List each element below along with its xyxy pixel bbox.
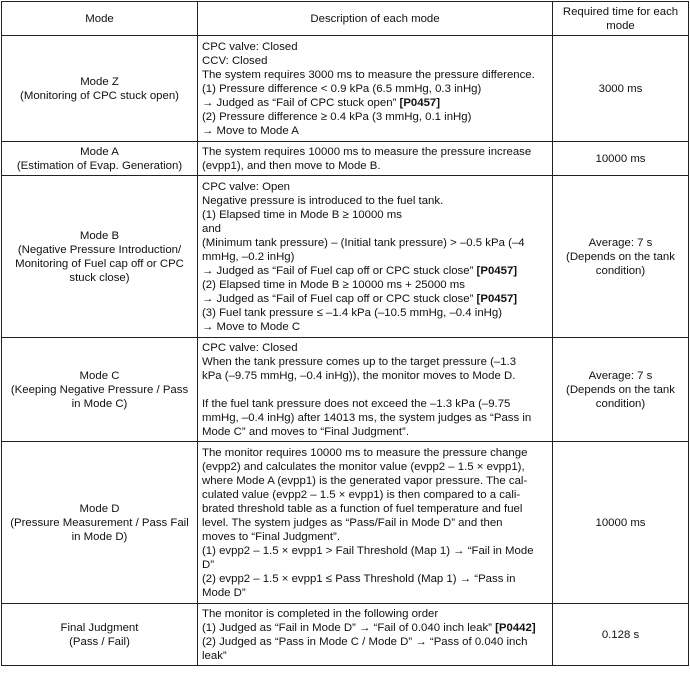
description-line: → Judged as “Fail of Fuel cap off or CPC stuck close” [P0457] bbox=[202, 264, 518, 277]
table-row bbox=[2, 142, 689, 176]
required-time: 3000 ms bbox=[598, 82, 643, 95]
table-row bbox=[2, 176, 689, 338]
description-line: Mode C” and moves to “Final Judgment”. bbox=[202, 425, 410, 438]
mode-cell bbox=[2, 604, 198, 666]
header-description: Description of each mode bbox=[198, 2, 553, 36]
description-cell bbox=[198, 442, 553, 604]
required-time: 0.128 s bbox=[601, 628, 640, 641]
table-row bbox=[2, 604, 689, 666]
description-line: → Judged as “Fail of Fuel cap off or CPC stuck close” [P0457] bbox=[202, 292, 518, 305]
mode-cell bbox=[2, 36, 198, 142]
dtc-code: [P0442] bbox=[495, 621, 536, 634]
mode-name: Final Judgment bbox=[60, 621, 139, 634]
description-cell bbox=[198, 36, 553, 142]
description-line: The system requires 10000 ms to measure the pressure increase bbox=[202, 145, 532, 158]
description-cell bbox=[198, 176, 553, 338]
time-cell bbox=[553, 142, 689, 176]
paragraph-gap bbox=[202, 383, 548, 397]
table-row bbox=[2, 338, 689, 442]
required-time: 10000 ms bbox=[595, 516, 646, 529]
description-line: (2) Elapsed time in Mode B ≥ 10000 ms + 25000 ms bbox=[202, 278, 465, 291]
description-line: → Judged as “Fail of CPC stuck open” [P0457] bbox=[202, 96, 441, 109]
header-row bbox=[2, 2, 689, 36]
description-cell bbox=[198, 338, 553, 442]
dtc-code: [P0457] bbox=[476, 292, 518, 305]
description-line: Mode D” bbox=[202, 586, 246, 599]
table-row bbox=[2, 442, 689, 604]
description-line: If the fuel tank pressure does not exceed the –1.3 kPa (–9.75 bbox=[202, 397, 511, 410]
required-time-note: (Depends on the tank condition) bbox=[566, 250, 675, 277]
required-time: Average: 7 s bbox=[588, 369, 653, 382]
dtc-code: [P0457] bbox=[476, 264, 518, 277]
mode-subtitle: (Monitoring of CPC stuck open) bbox=[20, 89, 179, 102]
description-line: brated threshold table as a function of fuel temperature and fuel bbox=[202, 502, 523, 515]
description-line: CPC valve: Open bbox=[202, 180, 290, 193]
description-line: (2) evpp2 – 1.5 × evpp1 ≤ Pass Threshold (Map 1) → “Pass in bbox=[202, 572, 516, 585]
mode-cell bbox=[2, 442, 198, 604]
mode-cell bbox=[2, 142, 198, 176]
description-line: (evpp1), and then move to Mode B. bbox=[202, 159, 381, 172]
mode-name: Mode Z bbox=[80, 75, 119, 88]
description-line: The system requires 3000 ms to measure the pressure difference. bbox=[202, 68, 535, 81]
mode-subtitle: (Keeping Negative Pressure / Pass in Mode C) bbox=[10, 383, 189, 410]
description-line: CPC valve: Closed bbox=[202, 341, 298, 354]
mode-name: Mode B bbox=[79, 229, 120, 242]
description-cell bbox=[198, 604, 553, 666]
time-cell bbox=[553, 604, 689, 666]
description-line: CCV: Closed bbox=[202, 54, 268, 67]
mode-cell bbox=[2, 176, 198, 338]
description-line: (1) Elapsed time in Mode B ≥ 10000 ms bbox=[202, 208, 402, 221]
dtc-code: [P0457] bbox=[399, 96, 441, 109]
time-cell bbox=[553, 176, 689, 338]
description-cell bbox=[198, 142, 553, 176]
description-line: (2) Judged as “Pass in Mode C / Mode D” → “Pass of 0.040 inch bbox=[202, 635, 528, 648]
required-time: 10000 ms bbox=[595, 152, 646, 165]
description-line: level. The system judges as “Pass/Fail in Mode D” and then bbox=[202, 516, 503, 529]
required-time: Average: 7 s bbox=[588, 236, 653, 249]
description-line: kPa (–9.75 mmHg, –0.4 inHg)), the monitor moves to Mode D. bbox=[202, 369, 516, 382]
mode-name: Mode C bbox=[79, 369, 120, 382]
description-line: D” bbox=[202, 558, 215, 571]
header-mode: Mode bbox=[2, 2, 198, 36]
description-line: and bbox=[202, 222, 222, 235]
time-cell bbox=[553, 36, 689, 142]
description-line: Negative pressure is introduced to the fuel tank. bbox=[202, 194, 444, 207]
mode-subtitle: (Negative Pressure Introduction/ Monitoring of Fuel cap off or CPC stuck close) bbox=[15, 243, 184, 284]
description-line: CPC valve: Closed bbox=[202, 40, 298, 53]
mode-subtitle: (Pressure Measurement / Pass Fail in Mode D) bbox=[10, 516, 189, 543]
description-line: (1) Pressure difference < 0.9 kPa (6.5 mmHg, 0.3 inHg) bbox=[202, 82, 482, 95]
mode-description-table bbox=[1, 1, 689, 666]
mode-name: Mode D bbox=[79, 502, 120, 515]
description-line: (1) evpp2 – 1.5 × evpp1 > Fail Threshold (Map 1) → “Fail in Mode bbox=[202, 544, 534, 557]
description-line: (2) Pressure difference ≥ 0.4 kPa (3 mmHg, 0.1 inHg) bbox=[202, 110, 472, 123]
description-line: where Mode A (evpp1) is the generated vapor pressure. The cal- bbox=[202, 474, 528, 487]
description-line: The monitor is completed in the following order bbox=[202, 607, 439, 620]
description-line: mmHg, –0.4 inHg) after 14013 ms, the system judges as “Pass in bbox=[202, 411, 532, 424]
mode-subtitle: (Estimation of Evap. Generation) bbox=[16, 159, 183, 172]
mode-name: Mode A bbox=[80, 145, 119, 158]
description-line: → Move to Mode A bbox=[202, 124, 299, 137]
description-line: (Minimum tank pressure) – (Initial tank pressure) > –0.5 kPa (–4 bbox=[202, 236, 525, 249]
description-line: moves to “Final Judgment”. bbox=[202, 530, 341, 543]
mode-cell bbox=[2, 338, 198, 442]
description-line: → Move to Mode C bbox=[202, 320, 301, 333]
time-cell bbox=[553, 442, 689, 604]
description-line: (1) Judged as “Fail in Mode D” → “Fail of 0.040 inch leak” [P0442] bbox=[202, 621, 536, 634]
required-time-note: (Depends on the tank condition) bbox=[566, 383, 675, 410]
description-line: culated value (evpp2 – 1.5 × evpp1) is then compared to a cali- bbox=[202, 488, 521, 501]
description-line: (3) Fuel tank pressure ≤ –1.4 kPa (–10.5 mmHg, –0.4 inHg) bbox=[202, 306, 503, 319]
header-required-time: Required time for each mode bbox=[553, 2, 689, 36]
description-line: leak” bbox=[202, 649, 227, 662]
time-cell bbox=[553, 338, 689, 442]
description-line: The monitor requires 10000 ms to measure the pressure change bbox=[202, 446, 528, 459]
table-row bbox=[2, 36, 689, 142]
description-line: mmHg, –0.2 inHg) bbox=[202, 250, 295, 263]
description-line: When the tank pressure comes up to the target pressure (–1.3 bbox=[202, 355, 517, 368]
mode-subtitle: (Pass / Fail) bbox=[69, 635, 130, 648]
description-line: (evpp2) and calculates the monitor value (evpp2 – 1.5 × evpp1), bbox=[202, 460, 525, 473]
